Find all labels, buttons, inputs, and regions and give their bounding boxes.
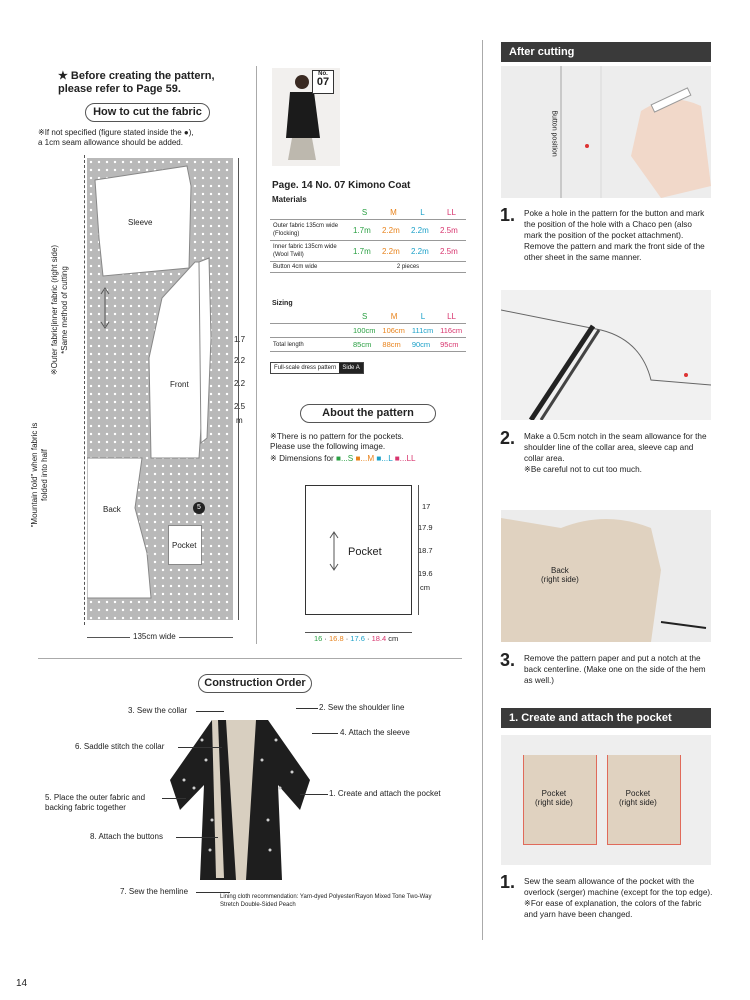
- pocket-width-line: [305, 632, 412, 633]
- mountain-fold-label: "Mountain fold" when fabric is folded into half: [30, 422, 49, 528]
- size-header-row: S M L LL: [270, 206, 466, 220]
- construction-order-title: Construction Order: [198, 674, 312, 693]
- step-2-text: Make a 0.5cm notch in the seam allowance for the shoulder line of the collar area, sleeve cap and collar area. ※Be careful not to cut too much.: [524, 432, 707, 474]
- pocket-arrow: [328, 531, 340, 571]
- seam-note: ※If not specified (figure stated inside the ●), a 1cm seam allowance should be added.: [38, 128, 194, 147]
- sleeve-label: Sleeve: [128, 218, 153, 227]
- step-number-2: 2.: [500, 428, 516, 448]
- pocket-height-l: 18.7: [418, 546, 433, 555]
- column-divider-right: [482, 40, 483, 940]
- length-unit: m: [236, 416, 243, 425]
- length-s: 1.7: [234, 335, 246, 344]
- height-dimension-line: [238, 158, 239, 620]
- pocket-width-values: 16 · 16.8 · 17.6 · 18.4 cm: [314, 634, 399, 643]
- step-number-3: 3.: [500, 650, 516, 670]
- step-3-text: Remove the pattern paper and put a notch at the back centerline. (Make one on the side of the hem as well.): [524, 654, 706, 685]
- sizing-row: 100cm 106cm 111cm 116cm: [270, 324, 466, 338]
- front-label: Front: [170, 380, 189, 389]
- cutting-layout-pieces: [87, 158, 233, 620]
- sizing-label: Sizing: [272, 300, 293, 307]
- page-number: 14: [16, 978, 28, 989]
- pocket-left-label: Pocket (right side): [535, 789, 573, 807]
- pocket-height-m: 17.9: [418, 523, 433, 532]
- outer-fabric-side-label: ※Outer fabric|inner fabric (right side) *Same method of cutting: [50, 244, 69, 376]
- side-badge: Side A: [339, 363, 362, 373]
- photo-chaco-pen: [501, 66, 711, 198]
- material-row: Button 4cm wide 2 pieces: [270, 262, 466, 273]
- pocket-height-unit: cm: [420, 583, 430, 592]
- pocket-diagram-label: Pocket: [348, 546, 382, 558]
- step-4-text: Sew the seam allowance of the pocket with the overlock (serger) machine (except for the top edge). ※For ease of explanation, the colors of the fabric and yarn have been changed.: [524, 877, 713, 919]
- before-note: ★ Before creating the pattern, please refer to Page 59.: [58, 70, 215, 95]
- pocket-height-s: 17: [422, 502, 431, 511]
- step-attach-buttons: 8. Attach the buttons: [90, 832, 163, 841]
- step-number-4: 1.: [500, 872, 516, 892]
- step-1-text: Poke a hole in the pattern for the button and mark the position of the hole with a Chaco pen (also mark the position of the pocket attachment). Remove the pattern and mark the front side of the other sheet in the same manner.: [524, 209, 705, 262]
- step-saddle-stitch: 6. Saddle stitch the collar: [75, 742, 165, 751]
- photo-back-piece: [501, 510, 711, 642]
- pocket-right-label: Pocket (right side): [619, 789, 657, 807]
- seam-badge: 5: [193, 502, 205, 514]
- photo-pockets: [501, 735, 711, 865]
- about-pattern-title: About the pattern: [300, 404, 436, 423]
- materials-label: Materials: [272, 195, 307, 204]
- back-label: Back: [103, 505, 121, 514]
- create-pocket-header: 1. Create and attach the pocket: [501, 708, 711, 728]
- materials-table: [270, 206, 466, 273]
- dimensions-legend: ※ Dimensions for ■...S ■...M ■...L ■...LL: [270, 454, 416, 463]
- button-position-label: Button position: [550, 110, 558, 157]
- column-divider-left: [256, 66, 257, 644]
- section-divider: [38, 658, 462, 659]
- back-right-side-label: Back (right side): [541, 566, 579, 584]
- how-to-cut-title: How to cut the fabric: [85, 103, 210, 122]
- fold-line: [84, 155, 85, 625]
- step-sew-hemline: 7. Sew the hemline: [120, 887, 189, 896]
- pocket-diagram: [305, 485, 412, 615]
- sizing-table: [270, 310, 466, 352]
- length-ll: 2.5: [234, 402, 246, 411]
- lining-note: Lining cloth recommendation: Yarn-dyed Polyester/Rayon Mixed Tone Two-Way Stretch Double-Sided Peach: [220, 894, 432, 908]
- step-create-pocket: 1. Create and attach the pocket: [329, 789, 441, 798]
- pocket-piece: [168, 525, 202, 565]
- fullscale-pattern-note: Full-scale dress pattern Side A: [270, 362, 364, 374]
- sizing-row: Total length 85cm 88cm 90cm 95cm: [270, 338, 466, 352]
- step-sew-shoulder: 2. Sew the shoulder line: [319, 703, 405, 712]
- about-note: ※There is no pattern for the pockets. Please use the following image.: [270, 432, 404, 451]
- length-l: 2.2: [234, 379, 246, 388]
- after-cutting-header: After cutting: [501, 42, 711, 62]
- length-m: 2.2: [234, 356, 246, 365]
- step-sew-collar: 3. Sew the collar: [128, 706, 188, 715]
- model-badge: No. 07: [312, 70, 334, 94]
- material-row: Inner fabric 135cm wide (Wool Twill) 1.7m 2.2m 2.2m 2.5m: [270, 241, 466, 262]
- step-attach-sleeve: 4. Attach the sleeve: [340, 728, 410, 737]
- width-label: 135cm wide: [130, 632, 179, 641]
- step-place-fabric: 5. Place the outer fabric and backing fabric together: [45, 793, 146, 812]
- pocket-height-ll: 19.6: [418, 569, 433, 578]
- sizing-header-row: S M L LL: [270, 310, 466, 324]
- material-row: Outer fabric 135cm wide (Flocking) 1.7m 2.2m 2.2m 2.5m: [270, 220, 466, 241]
- photo-scissors: [501, 290, 711, 420]
- pocket-piece-label: Pocket: [172, 541, 197, 550]
- pattern-title: Page. 14 No. 07 Kimono Coat: [272, 180, 411, 191]
- step-number-1: 1.: [500, 205, 516, 225]
- coat-illustration: [160, 700, 320, 890]
